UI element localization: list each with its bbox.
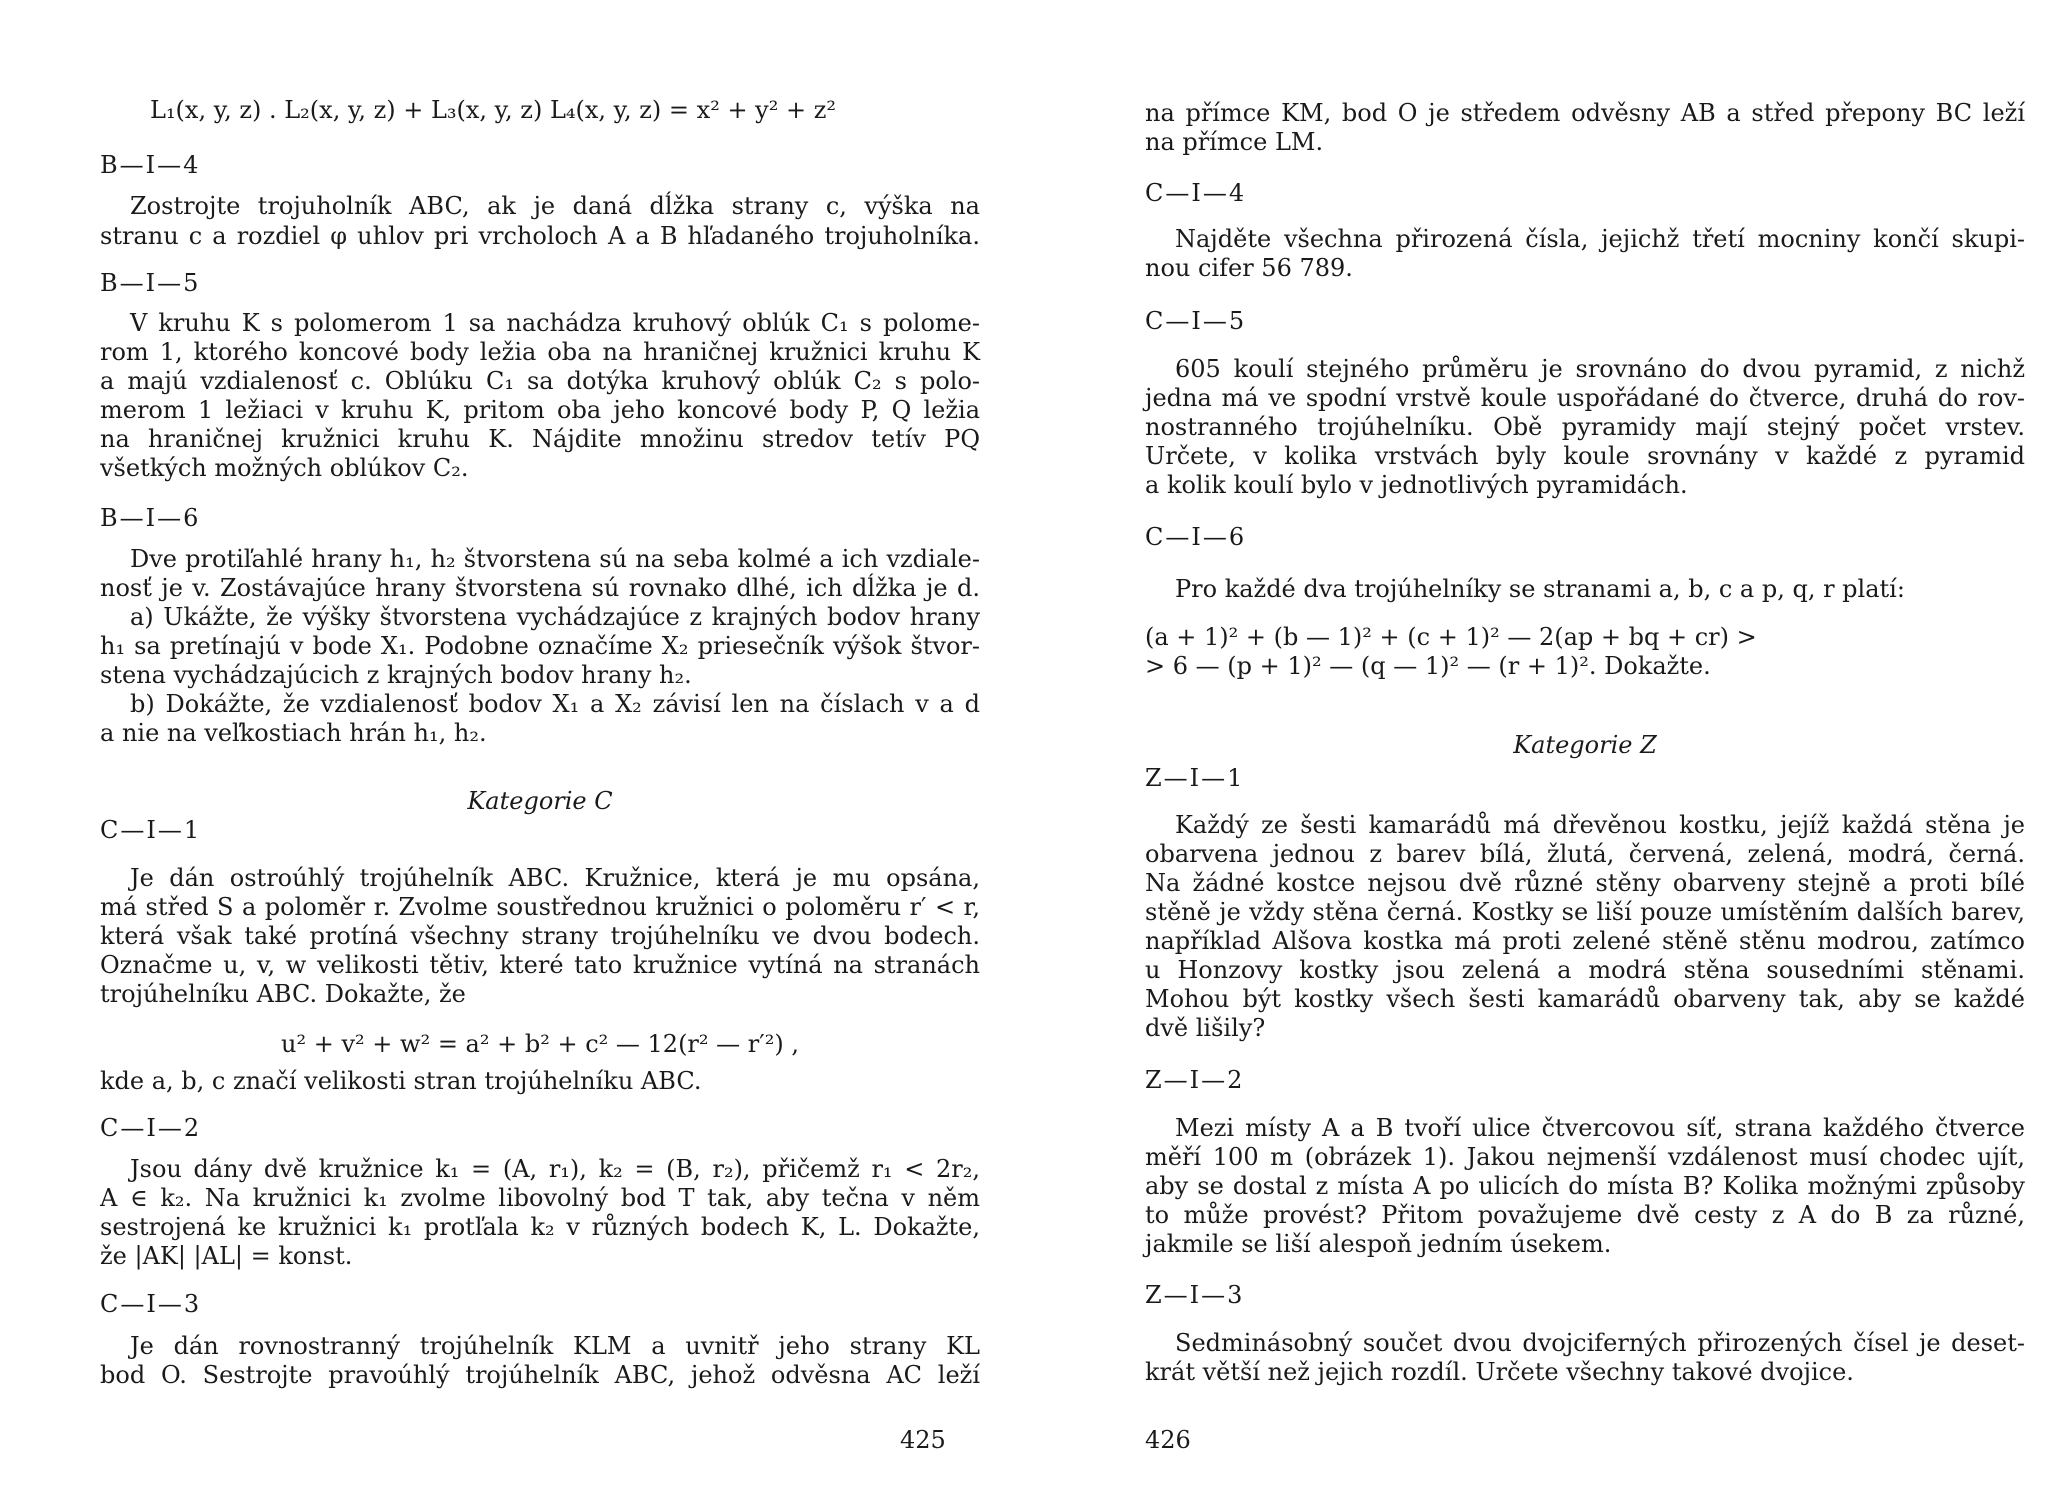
text-line: a) Ukážte, že výšky štvorstena vychádzajúce z krajných bodov hrany <box>130 603 980 631</box>
text-line: a majú vzdialenosť c. Oblúku C₁ sa dotýka kruhový oblúk C₂ s polo- <box>100 367 980 395</box>
text-line: měří 100 m (obrázek 1). Jakou nejmenší vzdálenost musí chodec ujít, <box>1145 1143 2025 1171</box>
text-line: bod O. Sestrojte pravoúhlý trojúhelník ABC, jehož odvěsna AC leží <box>100 1361 980 1389</box>
text-line: b) Dokážte, že vzdialenosť bodov X₁ a X₂ závisí len na číslach v a d <box>130 690 980 718</box>
text-line: Zostrojte trojuholník ABC, ak je daná dĺžka strany c, výška na <box>130 192 980 220</box>
text-line: Najděte všechna přirozená čísla, jejichž třetí mocniny končí skupi- <box>1175 225 2025 253</box>
text-line: všetkých možných oblúkov C₂. <box>100 454 469 482</box>
problem-heading: C—I—1 <box>100 816 202 844</box>
problem-heading: C—I—5 <box>1145 307 1247 335</box>
text-line: to může provést? Přitom považujeme dvě cesty z A do B za různé, <box>1145 1201 2025 1229</box>
text-line: rom 1, ktorého koncové body ležia oba na hraničnej kružnici kruhu K <box>100 338 980 366</box>
text-line: sestrojená ke kružnici k₁ protľala k₂ v různých bodech K, L. Dokažte, <box>100 1213 980 1241</box>
problem-heading: C—I—6 <box>1145 523 1247 551</box>
section-title: Kategorie C <box>467 787 613 815</box>
problem-heading: Z—I—3 <box>1145 1281 1245 1309</box>
formula-line: (a + 1)² + (b — 1)² + (c + 1)² — 2(ap + bq + cr) > <box>1145 623 1757 651</box>
problem-heading: B—I—4 <box>100 151 201 179</box>
text-line: Každý ze šesti kamarádů má dřevěnou kostku, jejíž každá stěna je <box>1175 811 2025 839</box>
text-line: aby se dostal z místa A po ulicích do místa B? Kolika možnými způsoby <box>1145 1172 2025 1200</box>
text-line: Sedminásobný součet dvou dvojciferných přirozených čísel je deset- <box>1175 1329 2025 1357</box>
text-line: Na žádné kostce nejsou dvě různé stěny obarveny stejně a proti bílé <box>1145 869 2025 897</box>
page-number: 425 <box>900 1426 946 1454</box>
problem-heading: C—I—4 <box>1145 179 1247 207</box>
right-page <box>1145 0 2025 1500</box>
text-line: krát větší než jejich rozdíl. Určete všechny takové dvojice. <box>1145 1358 1854 1386</box>
text-line: nou cifer 56 789. <box>1145 254 1353 282</box>
section-title: Kategorie Z <box>1513 731 1657 759</box>
text-line: obarvena jednou z barev bílá, žlutá, červená, zelená, modrá, černá. <box>1145 840 2025 868</box>
text-line: Mohou být kostky všech šesti kamarádů obarveny tak, aby se každé <box>1145 985 2025 1013</box>
left-page <box>100 0 980 1500</box>
text-line: A ∈ k₂. Na kružnici k₁ zvolme libovolný bod T tak, aby tečna v něm <box>100 1184 980 1212</box>
text-line: Pro každé dva trojúhelníky se stranami a, b, c a p, q, r platí: <box>1175 575 1905 603</box>
text-line: na přímce KM, bod O je středem odvěsny AB a střed přepony BC leží <box>1145 99 2025 127</box>
text-line: trojúhelníku ABC. Dokažte, že <box>100 980 466 1008</box>
text-line: a nie na veľkostiach hrán h₁, h₂. <box>100 719 487 747</box>
text-line: 605 koulí stejného průměru je srovnáno do dvou pyramid, z nichž <box>1175 355 2025 383</box>
problem-heading: Z—I—2 <box>1145 1066 1245 1094</box>
text-line: Určete, v kolika vrstvách byly koule srovnány v každé z pyramid <box>1145 442 2025 470</box>
problem-heading: C—I—3 <box>100 1290 202 1318</box>
text-line: V kruhu K s polomerom 1 sa nachádza kruhový oblúk C₁ s polome- <box>130 309 980 337</box>
page-number: 426 <box>1145 1426 1191 1454</box>
text-line: jakmile se liší alespoň jedním úsekem. <box>1145 1230 1612 1258</box>
text-line: stranu c a rozdiel φ uhlov pri vrcholoch A a B hľadaného trojuholníka. <box>100 222 980 250</box>
text-line: jedna má ve spodní vrstvě koule uspořádané do čtverce, druhá do rov- <box>1145 384 2025 412</box>
text-line: dvě lišily? <box>1145 1014 1266 1042</box>
text-line: Je dán rovnostranný trojúhelník KLM a uvnitř jeho strany KL <box>130 1332 980 1360</box>
problem-heading: C—I—2 <box>100 1114 202 1142</box>
formula-line: L₁(x, y, z) . L₂(x, y, z) + L₃(x, y, z) L₄(x, y, z) = x² + y² + z² <box>150 96 836 124</box>
text-line: h₁ sa pretínajú v bode X₁. Podobne označíme X₂ priesečník výšok štvor- <box>100 632 980 660</box>
text-line: Dve protiľahlé hrany h₁, h₂ štvorstena sú na seba kolmé a ich vzdiale- <box>130 545 980 573</box>
text-line: Mezi místy A a B tvoří ulice čtvercovou síť, strana každého čtverce <box>1175 1114 2025 1142</box>
problem-heading: B—I—5 <box>100 269 201 297</box>
text-line: stena vychádzajúcich z krajných bodov hrany h₂. <box>100 661 692 689</box>
text-line: že |AK| |AL| = konst. <box>100 1242 353 1270</box>
text-line: a kolik koulí bylo v jednotlivých pyramidách. <box>1145 471 1688 499</box>
equation: u² + v² + w² = a² + b² + c² — 12(r² — r′²) , <box>281 1030 799 1058</box>
text-line: nostranného trojúhelníku. Obě pyramidy mají stejný počet vrstev. <box>1145 413 2025 441</box>
text-line: například Alšova kostka má proti zelené stěně stěnu modrou, zatímco <box>1145 927 2025 955</box>
text-line: merom 1 ležiaci v kruhu K, pritom oba jeho koncové body P, Q ležia <box>100 396 980 424</box>
text-line: Jsou dány dvě kružnice k₁ = (A, r₁), k₂ = (B, r₂), přičemž r₁ < 2r₂, <box>130 1155 980 1183</box>
text-line: Je dán ostroúhlý trojúhelník ABC. Kružnice, která je mu opsána, <box>130 864 980 892</box>
problem-heading: B—I—6 <box>100 504 201 532</box>
text-line: u Honzovy kostky jsou zelená a modrá stěna sousedními stěnami. <box>1145 956 2025 984</box>
text-line: stěně je vždy stěna černá. Kostky se liší pouze umístěním dalších barev, <box>1145 898 2025 926</box>
text-line: na hraničnej kružnici kruhu K. Nájdite množinu stredov tetív PQ <box>100 425 980 453</box>
text-line: kde a, b, c značí velikosti stran trojúhelníku ABC. <box>100 1067 702 1095</box>
text-line: Označme u, v, w velikosti tětiv, které tato kružnice vytíná na stranách <box>100 951 980 979</box>
text-line: nosť je v. Zostávajúce hrany štvorstena sú rovnako dlhé, ich dĺžka je d. <box>100 574 980 602</box>
formula-line: > 6 — (p + 1)² — (q — 1)² — (r + 1)². Dokažte. <box>1145 652 1711 680</box>
problem-heading: Z—I—1 <box>1145 764 1245 792</box>
text-line: má střed S a poloměr r. Zvolme soustřednou kružnici o poloměru r′ < r, <box>100 893 980 921</box>
text-line: která však také protíná všechny strany trojúhelníku ve dvou bodech. <box>100 922 980 950</box>
text-line: na přímce LM. <box>1145 128 1324 156</box>
